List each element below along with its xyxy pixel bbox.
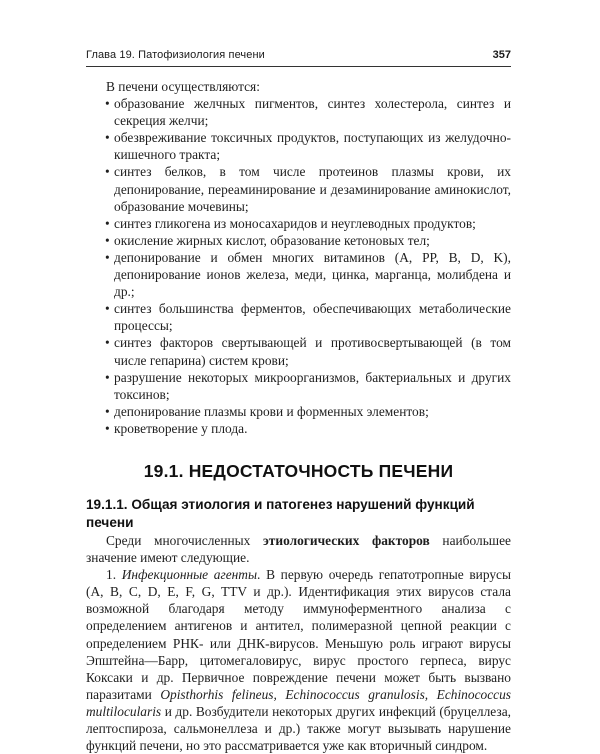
text-run: . В первую очередь гепатотропные вирусы (A, B, C, D, E, F, G, TTV и др.). Идентификация этих вирусов стала возможной благодаря методу иммуноферментного анализа с определением антигенов и антител, полимеразной цепной реакции с определением РНК- или ДНК-вирусов. Меньшую роль играют вирусы Эпштейна—Барр, цитомегаловирус, вирус простого герпеса, вирус Коксаки и др. Первичное повреждение печени может быть вызвано паразитами xyxy=(86,567,511,702)
list-item: • образование желчных пигментов, синтез холестерола, синтез и секреция желчи; xyxy=(86,95,511,129)
page-number: 357 xyxy=(492,49,511,61)
list-item: • обезвреживание токсичных продуктов, поступающих из желудочно-кишечного тракта; xyxy=(86,129,511,163)
text-run: Среди многочисленных xyxy=(106,532,263,548)
subsection-heading: 19.1.1. Общая этиология и патогенез нарушений функций печени xyxy=(86,496,475,530)
list-intro: В печени осуществляются: xyxy=(106,79,260,94)
list-item: • окисление жирных кислот, образование кетоновых тел; xyxy=(86,232,511,249)
paragraph-infectious-agents xyxy=(86,566,511,754)
chapter-title: Глава 19. Патофизиология печени xyxy=(86,49,265,61)
list-item: • разрушение некоторых микроорганизмов, бактериальных и других токсинов; xyxy=(86,369,511,403)
list-item: • синтез факторов свертывающей и противосвертывающей (в том числе гепарина) систем крови; xyxy=(86,334,511,368)
paragraph-etiology-intro xyxy=(86,532,511,566)
section-heading: 19.1. НЕДОСТАТОЧНОСТЬ ПЕЧЕНИ xyxy=(143,460,454,481)
list-item: • синтез белков, в том числе протеинов плазмы крови, их депонирование, переаминирование и дезаминирование аминокислот, образование мочевины; xyxy=(86,163,511,214)
list-item: • синтез гликогена из моносахаридов и неуглеводных продуктов; xyxy=(86,215,511,232)
header-rule xyxy=(86,66,511,67)
list-item: • депонирование и обмен многих витаминов (A, PP, B, D, K), депонирование ионов железа, меди, цинка, марганца, молибдена и др.; xyxy=(86,249,511,300)
liver-functions-list xyxy=(86,95,511,437)
text-run: наибольшее значение имеют следующие. xyxy=(86,532,511,566)
text-run: и др. Возбудители некоторых других инфекций (бруцеллеза, лептоспироза, сальмонеллеза и др.) также могут вызывать нарушение функций печени, но это рассматривается уже как вторичный синдром. xyxy=(86,703,511,754)
bold-term: этиологических факторов xyxy=(262,532,430,548)
text-body xyxy=(86,78,511,754)
list-item: • депонирование плазмы крови и форменных элементов; xyxy=(86,403,511,420)
running-header xyxy=(86,49,511,65)
italic-term: Инфекционные агенты xyxy=(121,567,258,583)
list-item: • кроветворение у плода. xyxy=(86,420,511,437)
italic-species: Opisthorhis felineus, Echinococcus granulosis, Echinococcus multilocularis xyxy=(86,686,512,719)
list-item: • синтез большинства ферментов, обеспечивающих метаболические процессы; xyxy=(86,300,511,334)
item-number: 1. xyxy=(106,567,122,583)
